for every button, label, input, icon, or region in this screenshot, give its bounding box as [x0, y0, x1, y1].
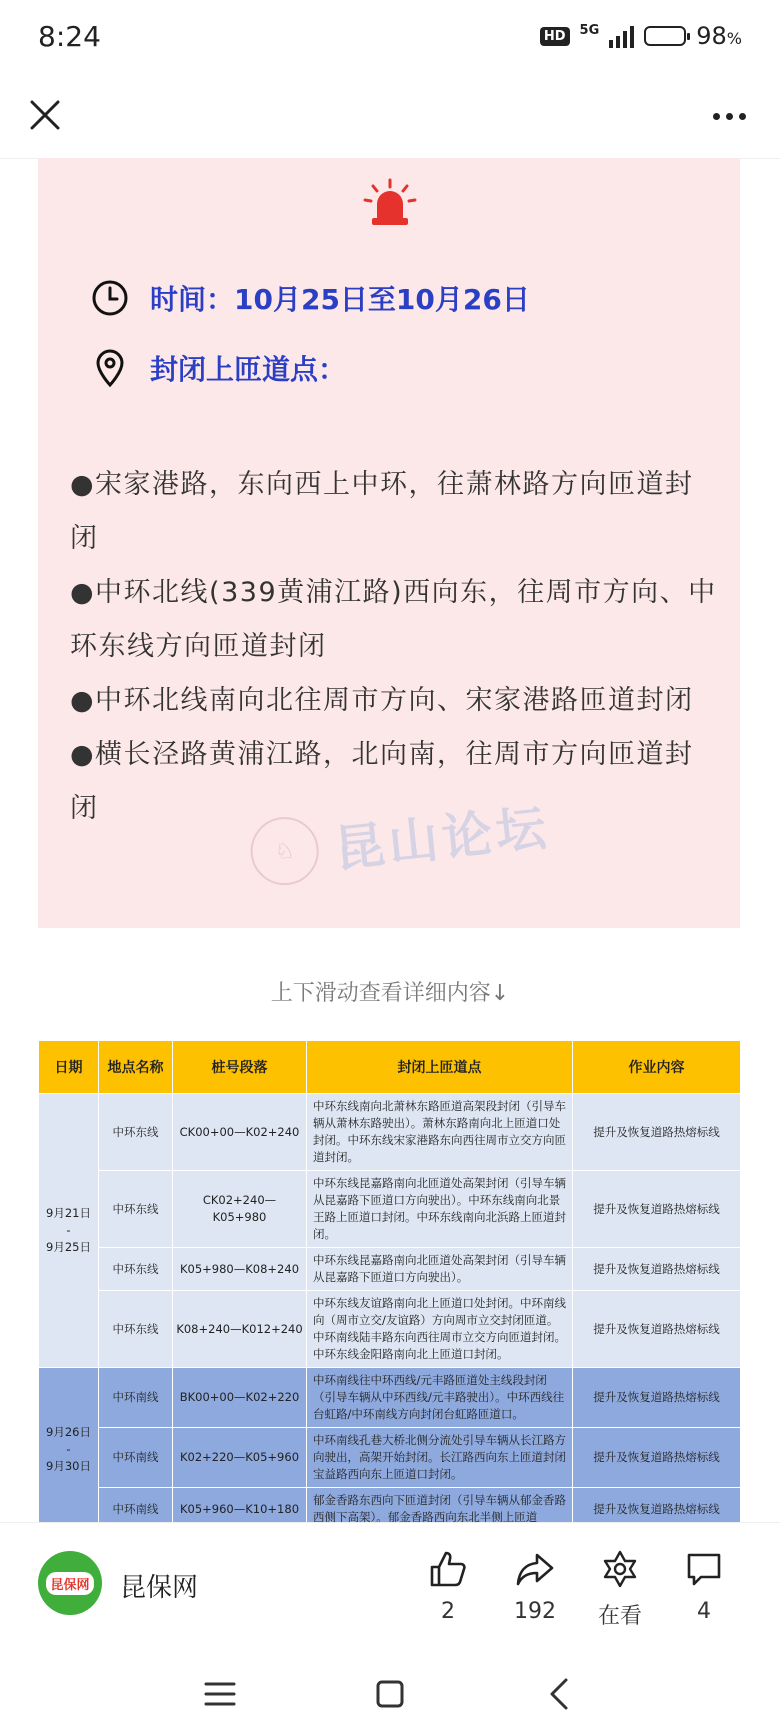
- closure-item: ●宋家港路，东向西上中环，往萧林路方向匝道封闭: [70, 469, 694, 554]
- back-chevron-icon: [538, 1672, 582, 1716]
- watermark-logo: ♘: [247, 814, 322, 889]
- close-icon: [24, 94, 68, 138]
- table-header-row: [39, 1041, 741, 1094]
- back-button[interactable]: [538, 1672, 582, 1716]
- table-row: [39, 1248, 741, 1291]
- location-row: [90, 348, 346, 388]
- watching-button[interactable]: [580, 1549, 660, 1630]
- points-cell: 中环南线往中环西线/元丰路匝道处主线段封闭（引导车辆从中环西线/元丰路驶出）。中环西线往台虹路/中环南线方向封闭台虹路匝道口。: [307, 1368, 573, 1428]
- place-cell: 中环南线: [99, 1428, 173, 1488]
- ramp-closure-notice: [38, 158, 740, 928]
- status-bar: [0, 0, 780, 78]
- like-button[interactable]: [408, 1549, 488, 1624]
- closure-list: [70, 458, 720, 836]
- battery-percent: 98%: [696, 22, 742, 50]
- date-cell: 9月21日 - 9月25日: [39, 1094, 99, 1368]
- table-row: [39, 1488, 741, 1523]
- section-cell: CK02+240—K05+980: [173, 1171, 307, 1248]
- section-cell: K05+980—K08+240: [173, 1248, 307, 1291]
- comment-button[interactable]: [664, 1549, 744, 1624]
- work-cell: 提升及恢复道路热熔标线: [573, 1171, 741, 1248]
- table-row: [39, 1368, 741, 1428]
- scroll-hint: 上下滑动查看详细内容↓: [270, 981, 510, 1006]
- section-cell: CK00+00—K02+240: [173, 1094, 307, 1171]
- status-icons: [540, 22, 742, 50]
- column-header: 桩号段落: [173, 1041, 307, 1094]
- place-cell: 中环南线: [99, 1488, 173, 1523]
- table-row: [39, 1291, 741, 1368]
- table-row: [39, 1094, 741, 1171]
- points-cell: 中环东线南向北萧林东路匝道高架段封闭（引导车辆从萧林东路驶出）。萧林东路南向北上匝道口处封闭。中环东线宋家港路东向西往周市立交方向匝道封闭。: [307, 1094, 573, 1171]
- closure-item: ●中环北线(339黄浦江路)西向东，往周市方向、中环东线方向匝道封闭: [70, 577, 717, 662]
- schedule-table-scroll[interactable]: [38, 1040, 740, 1522]
- square-home-icon: [368, 1672, 412, 1716]
- column-header: 封闭上匝道点: [307, 1041, 573, 1094]
- article-action-bar: [0, 1522, 780, 1655]
- account-logo-text: 昆保网: [46, 1572, 93, 1595]
- work-cell: 提升及恢复道路热熔标线: [573, 1291, 741, 1368]
- work-cell: 提升及恢复道路热熔标线: [573, 1248, 741, 1291]
- points-cell: 中环南线孔巷大桥北侧分流处引导车辆从长江路方向驶出，高架开始封闭。长江路西向东上匝道封闭宝益路西向东上匝道口封闭。: [307, 1428, 573, 1488]
- closure-item: ●横长泾路黄浦江路，北向南，往周市方向匝道封闭: [70, 739, 694, 824]
- network-type-icon: 5G: [579, 22, 600, 38]
- signal-icon: [609, 24, 634, 48]
- location-pin-icon: [90, 348, 130, 388]
- time-row: [90, 278, 530, 318]
- schedule-table: [38, 1040, 740, 1522]
- column-header: 日期: [39, 1041, 99, 1094]
- share-arrow-icon: [515, 1549, 555, 1589]
- account-name[interactable]: 昆保网: [120, 1573, 199, 1603]
- like-count: 2: [441, 1599, 455, 1624]
- clock-icon: [90, 278, 130, 318]
- system-nav-bar: [0, 1654, 780, 1733]
- section-cell: K02+220—K05+960: [173, 1428, 307, 1488]
- table-row: [39, 1428, 741, 1488]
- close-button[interactable]: [24, 94, 68, 138]
- more-options-button[interactable]: [704, 96, 754, 136]
- section-cell: K08+240—K012+240: [173, 1291, 307, 1368]
- recent-apps-button[interactable]: [198, 1672, 242, 1716]
- closure-location-heading: 封闭上匝道点：: [150, 353, 347, 386]
- work-cell: 提升及恢复道路热熔标线: [573, 1368, 741, 1428]
- column-header: 作业内容: [573, 1041, 741, 1094]
- place-cell: 中环东线: [99, 1171, 173, 1248]
- status-time: 8:24: [38, 20, 101, 53]
- section-cell: BK00+00—K02+220: [173, 1368, 307, 1428]
- comment-bubble-icon: [684, 1549, 724, 1589]
- points-cell: 中环东线昆嘉路南向北匝道处高架封闭（引导车辆从昆嘉路下匝道口方向驶出）。: [307, 1248, 573, 1291]
- more-icon: [713, 113, 720, 120]
- place-cell: 中环东线: [99, 1094, 173, 1171]
- points-cell: 中环东线友谊路南向北上匝道口处封闭。中环南线向（周市立交/友谊路）方向周市立交封闭匝道。中环南线陆丰路东向西往周市立交方向匝道封闭。中环东线金阳路南向北上匝道口封闭。: [307, 1291, 573, 1368]
- hd-icon: HD: [540, 27, 570, 46]
- comment-count: 4: [697, 1599, 711, 1624]
- work-cell: 提升及恢复道路热熔标线: [573, 1094, 741, 1171]
- place-cell: 中环东线: [99, 1248, 173, 1291]
- column-header: 地点名称: [99, 1041, 173, 1094]
- closure-time: 时间：10月25日至10月26日: [150, 283, 530, 316]
- account-avatar[interactable]: [38, 1551, 102, 1615]
- closure-item: ●中环北线南向北往周市方向、宋家港路匝道封闭: [70, 685, 694, 716]
- alarm-siren-icon: [363, 178, 417, 230]
- place-cell: 中环南线: [99, 1368, 173, 1428]
- menu-lines-icon: [198, 1672, 242, 1716]
- share-button[interactable]: [495, 1549, 575, 1624]
- date-cell: 9月26日 - 9月30日: [39, 1368, 99, 1523]
- place-cell: 中环东线: [99, 1291, 173, 1368]
- points-cell: 中环东线昆嘉路南向北匝道处高架封闭（引导车辆从昆嘉路下匝道口方向驶出）。中环东线南向北景王路上匝道口封闭。中环东线南向北浜路上匝道封闭。: [307, 1171, 573, 1248]
- home-button[interactable]: [368, 1672, 412, 1716]
- table-row: [39, 1171, 741, 1248]
- work-cell: 提升及恢复道路热熔标线: [573, 1428, 741, 1488]
- article-top-nav: [0, 78, 780, 159]
- section-cell: K05+960—K10+180: [173, 1488, 307, 1523]
- share-count: 192: [514, 1599, 556, 1624]
- watching-label: 在看: [597, 1604, 642, 1629]
- thumbs-up-icon: [428, 1549, 468, 1589]
- points-cell: 郁金香路东西向下匝道封闭（引导车辆从郁金香路西侧下高架）。郁金香路西向东北半侧上匝道: [307, 1488, 573, 1523]
- watermark-text: 昆山论坛: [331, 797, 553, 879]
- battery-icon: [644, 26, 686, 46]
- work-cell: 提升及恢复道路热熔标线: [573, 1488, 741, 1523]
- watching-flower-icon: [600, 1549, 640, 1589]
